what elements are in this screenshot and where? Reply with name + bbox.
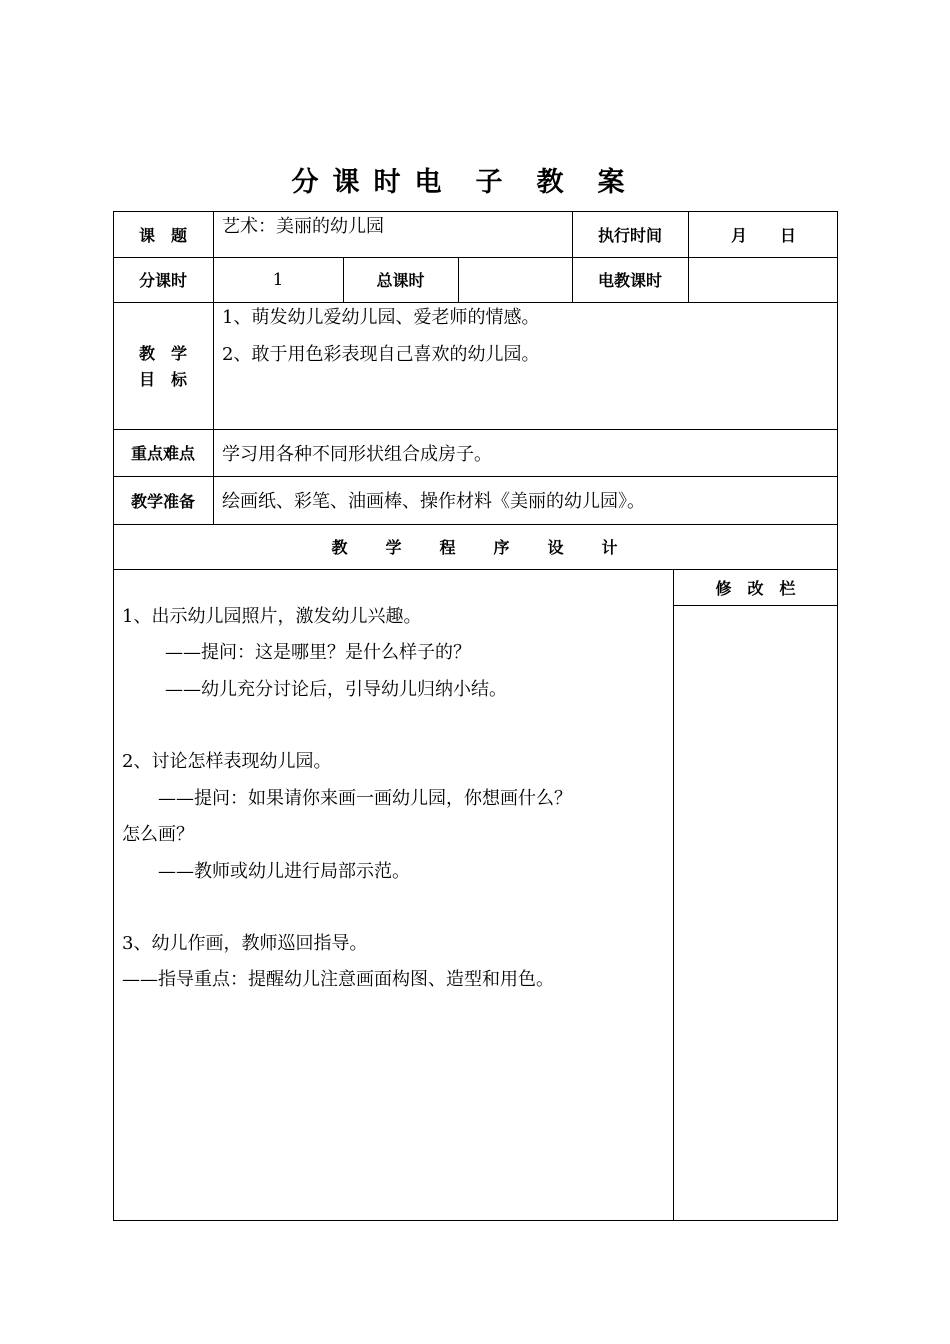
document-title <box>113 160 837 206</box>
goal-item: 2、敢于用色彩表现自己喜欢的幼儿园。 <box>222 344 540 365</box>
program-line: 1、出示幼儿园照片，激发幼儿兴趣。 <box>122 606 422 627</box>
program-line: ——指导重点：提醒幼儿注意画面构图、造型和用色。 <box>122 969 554 990</box>
program-line: ——教师或幼儿进行局部示范。 <box>158 861 410 882</box>
sub-period-label: 分课时 <box>138 271 187 290</box>
goals-label-line-1: 教 学 <box>138 343 187 363</box>
av-period-label: 电教课时 <box>597 271 662 290</box>
program-line: 3、幼儿作画，教师巡回指导。 <box>122 933 368 954</box>
day-label: 日 <box>779 225 796 245</box>
month-label: 月 <box>730 225 747 245</box>
key-points-label: 重点难点 <box>130 444 195 463</box>
program-header: 教 学 程 序 设 计 <box>331 538 620 557</box>
title-part-1: 分课时 <box>291 167 415 198</box>
program-line: ——提问：这是哪里？是什么样子的？ <box>165 642 471 663</box>
preparation-value: 绘画纸、彩笔、油画棒、操作材料《美丽的幼儿园》。 <box>222 491 645 512</box>
title-part-2: 电子教案 <box>414 167 659 198</box>
goals-label-line-2: 目 标 <box>138 369 187 389</box>
goal-item: 1、萌发幼儿爱幼儿园、爱老师的情感。 <box>222 307 540 328</box>
program-line: ——幼儿充分讨论后，引导幼儿归纳小结。 <box>165 679 507 700</box>
topic-label: 课 题 <box>138 225 187 245</box>
av-period-value <box>688 257 838 302</box>
sub-period-value: 1 <box>272 269 284 290</box>
program-line: ——提问：如果请你来画一画幼儿园，你想画什么？ <box>158 788 572 809</box>
topic-value: 艺术：美丽的幼儿园 <box>222 216 384 237</box>
revision-header: 修 改 栏 <box>715 578 796 598</box>
preparation-label: 教学准备 <box>130 491 195 511</box>
program-line: 2、讨论怎样表现幼儿园。 <box>122 751 332 772</box>
exec-time-label: 执行时间 <box>597 225 662 245</box>
program-line: 怎么画？ <box>122 824 194 845</box>
key-points-value: 学习用各种不同形状组合成房子。 <box>222 443 492 465</box>
total-period-value <box>458 257 572 302</box>
total-period-label: 总课时 <box>376 271 425 290</box>
